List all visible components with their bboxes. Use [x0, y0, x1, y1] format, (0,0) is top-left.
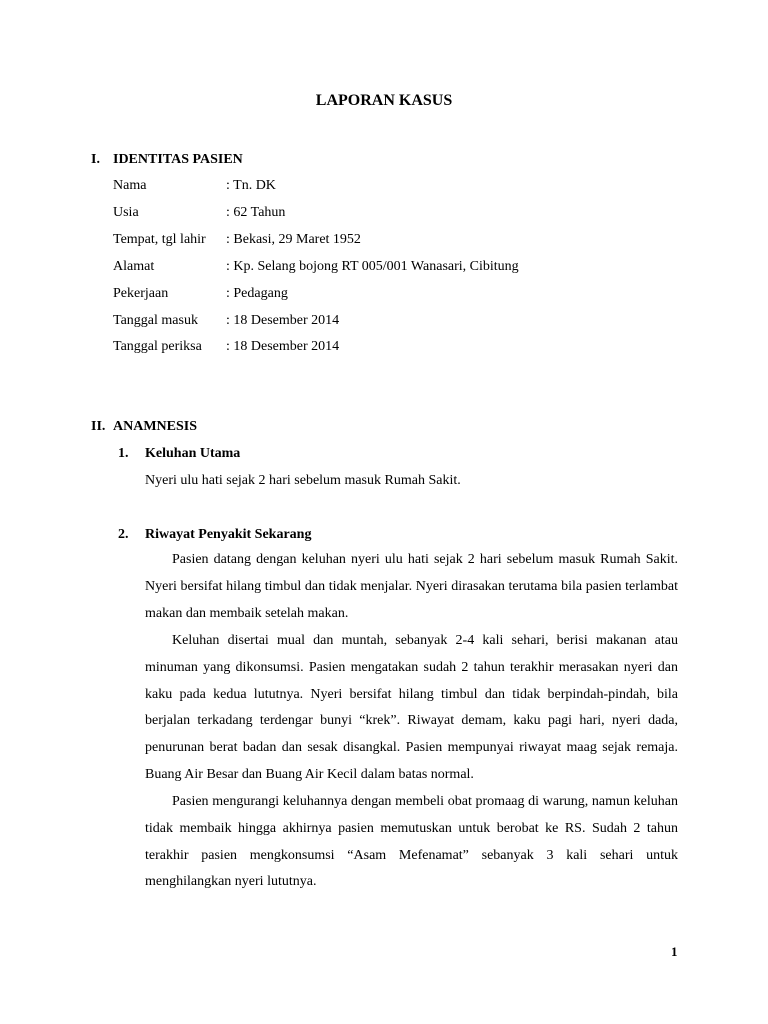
riwayat-paragraph: Keluhan disertai mual dan muntah, sebanyak 2-4 kali sehari, berisi makanan atau minuman yang dikonsumsi. Pasien mengatakan sudah 2 tahun terakhir merasakan nyeri dan kaku pada kedua lututnya. Nyeri bersifat hilang timbul dan tidak berpindah-pindah, bila berjalan terkadang terdengar bunyi “krek”. Riwayat demam, kaku pagi hari, nyeri dada, penurunan berat badan dan sesak disangkal. Pasien mempunyai riwayat maag sejak remaja. Buang Air Besar dan Buang Air Kecil dalam batas normal.	[145, 633, 678, 782]
identity-value: : 18 Desember 2014	[226, 339, 340, 354]
identity-label: Tempat, tgl lahir	[113, 232, 206, 247]
section-number: I.	[91, 152, 100, 167]
identity-label: Tanggal periksa	[113, 339, 202, 354]
subsection-number: 1.	[118, 446, 129, 461]
section-number: II.	[91, 419, 106, 434]
subsection-title: Riwayat Penyakit Sekarang	[145, 527, 312, 542]
page-number: 1	[671, 944, 678, 959]
identity-value: : Tn. DK	[226, 178, 276, 193]
document-title: LAPORAN KASUS	[315, 92, 453, 109]
riwayat-paragraph: Pasien datang dengan keluhan nyeri ulu hati sejak 2 hari sebelum masuk Rumah Sakit. Nyeri bersifat hilang timbul dan tidak menjalar. Nyeri dirasakan terutama bila pasien terlambat makan dan membaik setelah makan.	[145, 552, 678, 621]
identity-label: Pekerjaan	[113, 286, 169, 301]
identity-label: Tanggal masuk	[113, 313, 198, 328]
identity-value: : 62 Tahun	[226, 205, 286, 220]
subsection-number: 2.	[118, 527, 129, 542]
keluhan-utama-text: Nyeri ulu hati sejak 2 hari sebelum masuk Rumah Sakit.	[145, 473, 461, 488]
section-title: IDENTITAS PASIEN	[113, 152, 243, 167]
section-anamnesis-heading	[0, 419, 768, 439]
identity-value: : 18 Desember 2014	[226, 313, 340, 328]
section-title: ANAMNESIS	[113, 419, 198, 434]
identity-value: : Kp. Selang bojong RT 005/001 Wanasari, Cibitung	[226, 259, 519, 274]
subsection-riwayat-heading	[0, 527, 768, 547]
identity-label: Alamat	[113, 259, 155, 274]
riwayat-paragraph: Pasien mengurangi keluhannya dengan membeli obat promaag di warung, namun keluhan tidak membaik hingga akhirnya pasien memutuskan untuk berobat ke RS. Sudah 2 tahun terakhir pasien mengkonsumsi “Asam Mefenamat” sebanyak 3 kali sehari untuk menghilangkan nyeri lututnya.	[145, 794, 678, 890]
identity-label: Nama	[113, 178, 147, 193]
identity-label: Usia	[113, 205, 139, 220]
identity-value: : Pedagang	[226, 286, 288, 301]
section-identitas-heading	[0, 152, 768, 172]
subsection-title: Keluhan Utama	[145, 446, 241, 461]
identity-value: : Bekasi, 29 Maret 1952	[226, 232, 361, 247]
subsection-keluhan-heading	[0, 446, 768, 466]
